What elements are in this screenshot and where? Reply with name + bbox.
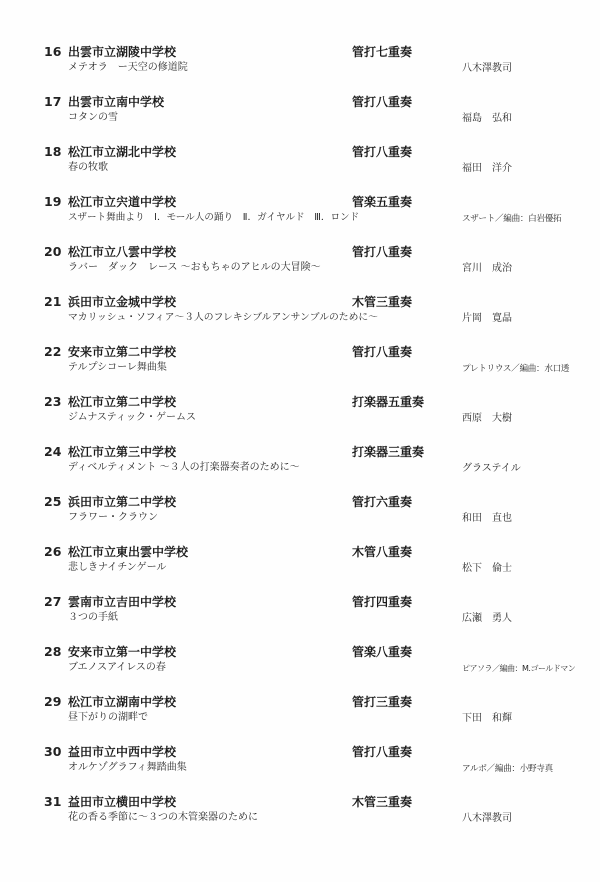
ensemble-type: 管打八重奏	[352, 745, 413, 759]
entry-number: 20	[44, 244, 62, 259]
composer: 松下 倫士	[462, 563, 512, 574]
piece-title: フラワー・クラウン	[68, 512, 158, 523]
piece-title: 春の牧歌	[68, 162, 108, 173]
school-name: 益田市立横田中学校	[68, 795, 177, 809]
school-name: 松江市立東出雲中学校	[68, 545, 189, 559]
composer: 西原 大樹	[462, 413, 512, 424]
piece-title: 花の香る季節に～３つの木管楽器のために	[68, 812, 258, 823]
school-name: 松江市立湖南中学校	[68, 695, 177, 709]
piece-title: オルケゾグラフィ舞踏曲集	[68, 762, 187, 773]
program-entry	[0, 544, 600, 594]
entry-number: 26	[44, 544, 62, 559]
piece-title: ラバー ダック レース ～おもちゃのアヒルの大冒険～	[68, 262, 321, 273]
entry-number: 22	[44, 344, 62, 359]
composer: 宮川 成治	[462, 263, 512, 274]
composer: スザート／編曲：白岩優拓	[462, 214, 562, 224]
program-entry	[0, 394, 600, 444]
entry-number: 21	[44, 294, 62, 309]
composer: 和田 直也	[462, 513, 512, 524]
program-entry	[0, 444, 600, 494]
school-name: 雲南市立吉田中学校	[68, 595, 177, 609]
ensemble-type: 管打八重奏	[352, 95, 413, 109]
piece-title: コタンの雪	[68, 112, 118, 123]
school-name: 出雲市立南中学校	[68, 95, 165, 109]
composer: 八木澤教司	[462, 813, 512, 824]
program-entry	[0, 244, 600, 294]
program-entry	[0, 144, 600, 194]
school-name: 益田市立中西中学校	[68, 745, 177, 759]
composer: 片岡 寛晶	[462, 313, 512, 324]
program-entry	[0, 744, 600, 794]
school-name: 浜田市立第二中学校	[68, 495, 177, 509]
ensemble-type: 木管八重奏	[352, 545, 413, 559]
entry-number: 19	[44, 194, 62, 209]
program-entry	[0, 44, 600, 94]
entry-number: 16	[44, 44, 62, 59]
piece-title: スザート舞曲より Ⅰ．モール人の踊り Ⅱ．ガイヤルド Ⅲ．ロンド	[68, 212, 360, 223]
program-entry	[0, 594, 600, 644]
entry-number: 28	[44, 644, 62, 659]
ensemble-type: 管楽五重奏	[352, 195, 413, 209]
ensemble-type: 打楽器五重奏	[352, 395, 425, 409]
composer: 八木澤教司	[462, 63, 512, 74]
school-name: 浜田市立金城中学校	[68, 295, 177, 309]
piece-title: ３つの手紙	[68, 612, 118, 623]
entry-number: 25	[44, 494, 62, 509]
entry-number: 23	[44, 394, 62, 409]
ensemble-type: 管打八重奏	[352, 345, 413, 359]
school-name: 出雲市立湖陵中学校	[68, 45, 177, 59]
program-entry	[0, 194, 600, 244]
entry-number: 18	[44, 144, 62, 159]
ensemble-type: 管打三重奏	[352, 695, 413, 709]
piece-title: 昼下がりの湖畔で	[68, 712, 148, 723]
entry-number: 27	[44, 594, 62, 609]
program-entry	[0, 494, 600, 544]
ensemble-type: 打楽器三重奏	[352, 445, 425, 459]
piece-title: マカリッシュ・ソフィア～３人のフレキシブルアンサンブルのために～	[68, 312, 378, 323]
school-name: 安来市立第二中学校	[68, 345, 177, 359]
ensemble-type: 管楽八重奏	[352, 645, 413, 659]
ensemble-type: 木管三重奏	[352, 795, 413, 809]
piece-title: ジムナスティック・ゲームス	[68, 412, 196, 423]
entry-number: 31	[44, 794, 62, 809]
program-entry	[0, 694, 600, 744]
piece-title: ブエノスアイレスの春	[68, 662, 166, 673]
composer: 下田 和輝	[462, 713, 512, 724]
composer: アルボ／編曲：小野寺真	[462, 764, 553, 774]
ensemble-type: 管打八重奏	[352, 145, 413, 159]
school-name: 松江市立八雲中学校	[68, 245, 177, 259]
program-entry	[0, 794, 600, 844]
ensemble-type: 管打七重奏	[352, 45, 413, 59]
piece-title: ディベルティメント ～３人の打楽器奏者のために～	[68, 462, 300, 473]
composer: 広瀬 勇人	[462, 613, 512, 624]
entry-number: 17	[44, 94, 62, 109]
ensemble-type: 管打八重奏	[352, 245, 413, 259]
entry-number: 29	[44, 694, 62, 709]
ensemble-type: 管打四重奏	[352, 595, 413, 609]
ensemble-type: 木管三重奏	[352, 295, 413, 309]
ensemble-type: 管打六重奏	[352, 495, 413, 509]
school-name: 松江市立宍道中学校	[68, 195, 177, 209]
program-entry	[0, 294, 600, 344]
composer: 福田 洋介	[462, 163, 512, 174]
composer: プレトリウス／編曲：水口透	[462, 364, 570, 374]
school-name: 松江市立第三中学校	[68, 445, 177, 459]
school-name: 安来市立第一中学校	[68, 645, 177, 659]
school-name: 松江市立湖北中学校	[68, 145, 177, 159]
composer: グラステイル	[462, 463, 521, 474]
program-entry	[0, 644, 600, 694]
piece-title: メテオラ ー天空の修道院	[68, 62, 188, 73]
entry-number: 24	[44, 444, 62, 459]
piece-title: テルプシコーレ舞曲集	[68, 362, 167, 373]
program-entry	[0, 94, 600, 144]
program-entry	[0, 344, 600, 394]
composer: ピアソラ／編曲：M.ゴールドマン	[462, 664, 576, 673]
entry-number: 30	[44, 744, 62, 759]
school-name: 松江市立第二中学校	[68, 395, 177, 409]
composer: 福島 弘和	[462, 113, 512, 124]
piece-title: 悲しきナイチンゲール	[68, 562, 167, 573]
